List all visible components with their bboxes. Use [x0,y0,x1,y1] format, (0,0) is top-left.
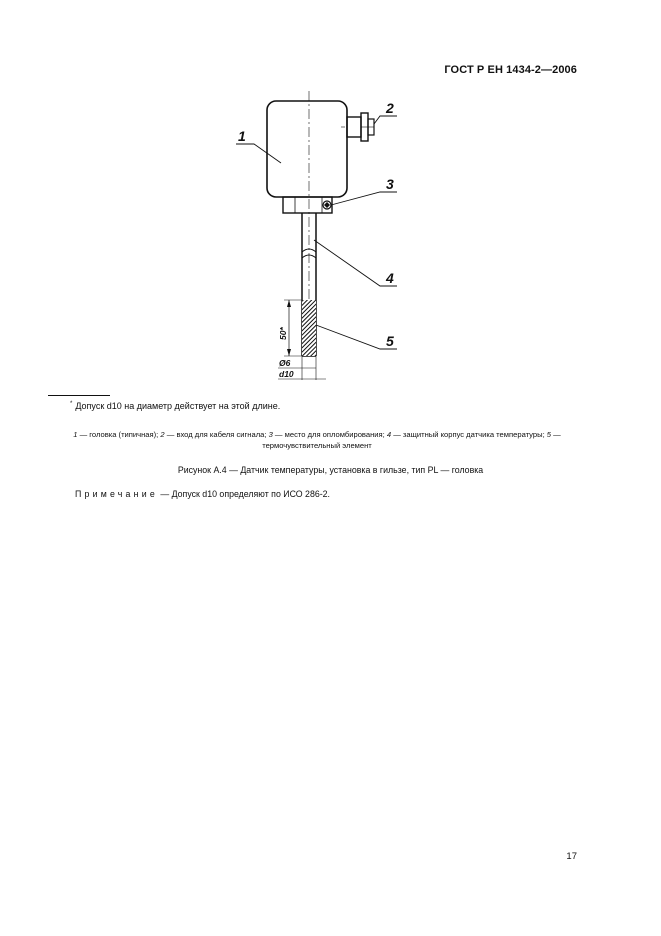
legend-text: — термочувствительный элемент [262,430,561,450]
note-label: Примечание [75,489,158,499]
legend-text: — защитный корпус датчика температуры; [391,430,547,439]
leader-5 [316,325,397,349]
legend-number: 4 [386,430,392,439]
figure-caption: Рисунок А.4 — Датчик температуры, установка в гильзе, тип PL — головка [177,465,484,475]
leader-4 [314,240,397,286]
dimension-outer-diameter: d10 [279,369,294,379]
sensor-head [267,101,347,197]
dimension-inner-diameter: Ø6 [279,358,291,368]
legend-text: — вход для кабеля сигнала; [164,430,269,439]
footnote-rule [48,395,110,396]
legend-text: — головка (типичная); [77,430,161,439]
callout-3: 3 [386,176,394,192]
callout-1: 1 [238,128,246,144]
cable-gland [347,117,361,137]
footnote-text: Допуск d10 на диаметр действует на этой длине. [75,401,281,411]
legend-number: 1 [73,430,78,439]
legend-text: — место для опломбирования; [272,430,387,439]
footnote [70,401,280,411]
leader-2 [374,116,397,124]
legend-number: 3 [268,430,273,439]
document-header: ГОСТ Р ЕН 1434-2—2006 [444,64,577,76]
figure-legend [48,429,586,451]
note-text: — Допуск d10 определяют по ИСО 286-2. [157,489,330,499]
callout-4: 4 [386,270,394,286]
callout-5: 5 [386,333,394,349]
leader-3 [331,192,397,205]
footnote-marker: * [70,401,73,407]
dimension-length: 50* [278,327,288,340]
sensor-drawing [0,0,661,400]
legend-number: 2 [160,430,165,439]
page-number: 17 [566,851,577,862]
leader-1 [236,144,281,163]
note [75,489,330,499]
legend-number: 5 [546,430,552,439]
callout-2: 2 [386,100,394,116]
sensing-element [302,300,316,356]
